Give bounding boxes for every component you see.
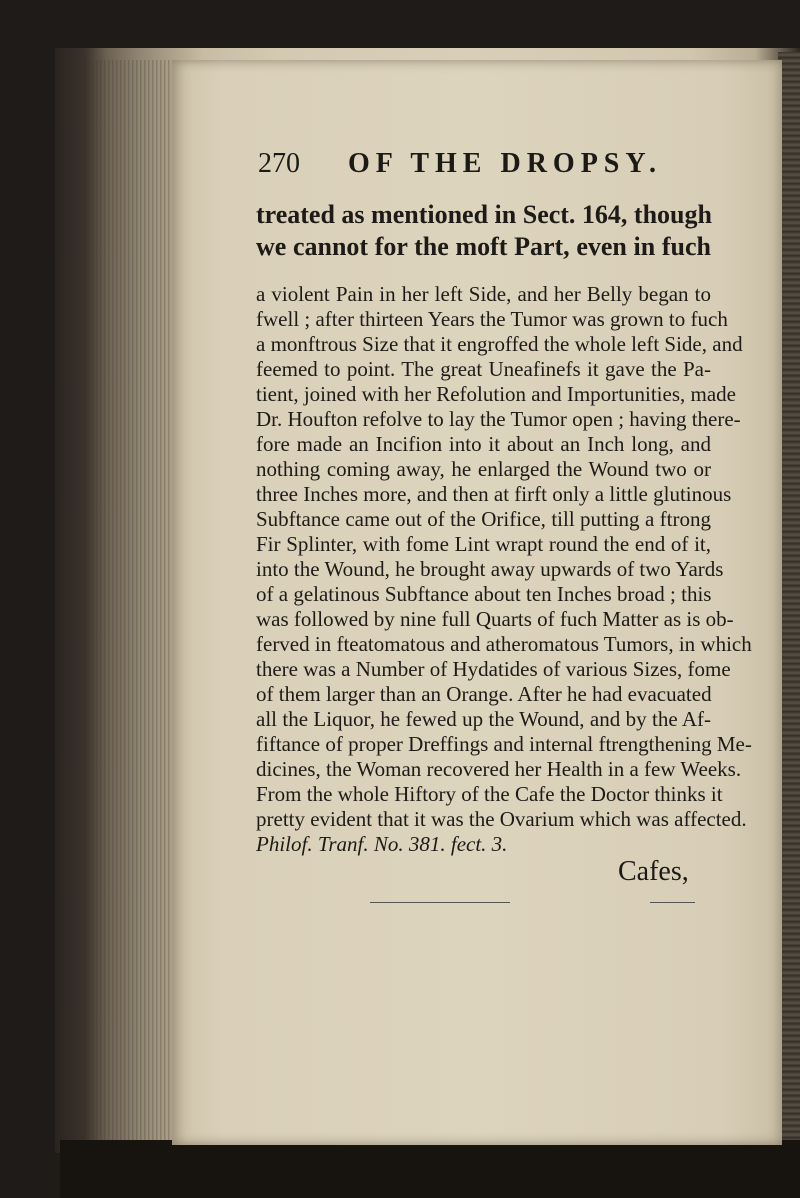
text-line: a monftrous Size that it engroffed the whole left Side, and — [256, 332, 743, 356]
text-line: of a gelatinous Subftance about ten Inches broad ; this — [256, 582, 712, 606]
text-line: tient, joined with her Refolution and Importunities, made — [256, 382, 736, 406]
text-line: fwell ; after thirteen Years the Tumor was grown to fuch — [256, 307, 728, 331]
text-line: all the Liquor, he fewed up the Wound, and by the Af- — [256, 707, 711, 731]
footer-rule — [650, 902, 695, 903]
text-line: feemed to point. The great Uneafinefs it gave the Pa- — [256, 357, 711, 381]
footer-rule — [370, 902, 510, 903]
text-line: From the whole Hiftory of the Cafe the Doctor thinks it — [256, 782, 723, 806]
catchword: Cafes, — [618, 856, 689, 887]
text-line: three Inches more, and then at firft only a little glutinous — [256, 482, 732, 506]
running-title: OF THE DROPSY. — [348, 148, 663, 179]
text-line: treated as mentioned in Sect. 164, though — [256, 200, 712, 229]
page-header — [258, 148, 678, 188]
text-line: Dr. Houfton refolve to lay the Tumor open ; having there- — [256, 407, 741, 431]
bottom-shadow — [60, 1140, 800, 1198]
text-line: Subftance came out of the Orifice, till putting a ftrong — [256, 507, 711, 531]
page-edges — [80, 60, 180, 1140]
text-line: we cannot for the moft Part, even in fuch — [256, 232, 711, 261]
text-line: nothing coming away, he enlarged the Wound two or — [256, 457, 711, 481]
text-line: there was a Number of Hydatides of various Sizes, fome — [256, 657, 731, 681]
text-line: was followed by nine full Quarts of fuch Matter as is ob- — [256, 607, 734, 631]
text-line: of them larger than an Orange. After he had evacuated — [256, 682, 712, 706]
text-line: a violent Pain in her left Side, and her Belly began to — [256, 282, 711, 306]
text-line: fiftance of proper Dreffings and internal ftrengthening Me- — [256, 732, 752, 756]
page-number: 270 — [258, 148, 300, 179]
text-line: dicines, the Woman recovered her Health in a few Weeks. — [256, 757, 742, 781]
text-line: pretty evident that it was the Ovarium which was affected. — [256, 807, 747, 831]
text-line: ferved in fteatomatous and atheromatous Tumors, in which — [256, 632, 752, 656]
citation-line: Philof. Tranf. No. 381. fect. 3. — [256, 832, 508, 856]
text-line: into the Wound, he brought away upwards of two Yards — [256, 557, 724, 581]
text-line: Fir Splinter, with fome Lint wrapt round the end of it, — [256, 532, 711, 556]
text-line: fore made an Incifion into it about an Inch long, and — [256, 432, 711, 456]
